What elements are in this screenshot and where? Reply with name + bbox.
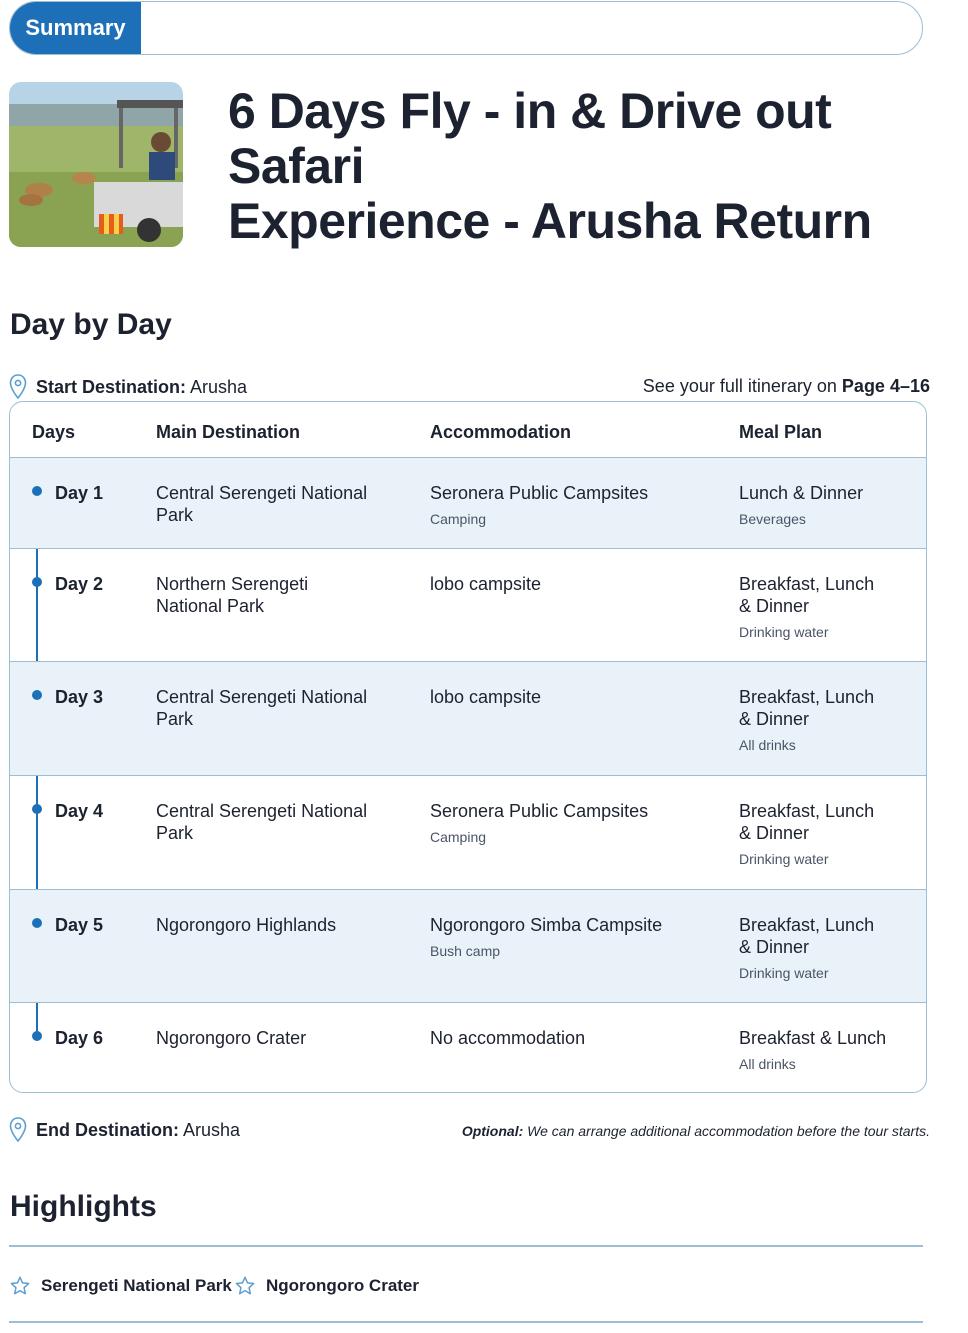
main-destination: Central Serengeti National Park xyxy=(156,801,368,843)
table-row xyxy=(10,549,926,662)
accommodation xyxy=(430,800,690,848)
highlight-item xyxy=(234,1275,419,1297)
day-label: Day 2 xyxy=(55,574,104,594)
meal-plan xyxy=(739,800,889,870)
accommodation-name: Seronera Public Campsites xyxy=(430,801,649,821)
start-destination xyxy=(36,377,247,398)
accommodation xyxy=(430,1027,690,1049)
meal-plan xyxy=(739,573,889,643)
accommodation-name: lobo campsite xyxy=(430,574,542,594)
highlights-heading: Highlights xyxy=(10,1190,157,1223)
accommodation-name: No accommodation xyxy=(430,1028,586,1048)
column-header-days: Days xyxy=(32,422,76,442)
itinerary-page-range[interactable]: Page 4–16 xyxy=(841,376,930,396)
table-row xyxy=(10,1003,926,1093)
meal-plan xyxy=(739,1027,889,1075)
optional-label: Optional: xyxy=(461,1123,524,1139)
end-destination xyxy=(36,1120,240,1141)
title-line-1: 6 Days Fly - in & Drive out Safari xyxy=(228,83,832,194)
accommodation xyxy=(430,686,690,708)
main-destination: Central Serengeti National Park xyxy=(156,687,368,729)
meals: Breakfast, Lunch & Dinner xyxy=(739,574,875,616)
meals: Breakfast, Lunch & Dinner xyxy=(739,801,875,843)
timeline-dot xyxy=(32,804,42,814)
day-label: Day 1 xyxy=(55,483,104,503)
end-destination-label: End Destination: xyxy=(36,1120,179,1140)
accommodation-type: Camping xyxy=(430,511,487,527)
table-header xyxy=(10,402,926,458)
table-row xyxy=(10,458,926,549)
day-label: Day 6 xyxy=(55,1028,104,1048)
day-label: Day 5 xyxy=(55,915,104,935)
table-row xyxy=(10,890,926,1003)
start-destination-value: Arusha xyxy=(190,377,248,397)
meals: Breakfast, Lunch & Dinner xyxy=(739,915,875,957)
accommodation-name: Ngorongoro Simba Campsite xyxy=(430,915,663,935)
accommodation-type: Camping xyxy=(430,829,487,845)
highlight-label: Ngorongoro Crater xyxy=(266,1276,419,1295)
timeline-dot xyxy=(32,918,42,928)
highlight-item xyxy=(9,1275,232,1297)
column-header-accommodation: Accommodation xyxy=(430,422,572,442)
itinerary-reference-text: See your full itinerary on xyxy=(642,376,837,396)
map-pin-icon xyxy=(9,1117,27,1143)
tab-summary[interactable]: Summary xyxy=(10,2,141,54)
star-outline-icon xyxy=(9,1275,31,1297)
meal-plan xyxy=(739,482,889,530)
end-destination-value: Arusha xyxy=(183,1120,241,1140)
meals: Lunch & Dinner xyxy=(739,483,864,503)
start-destination-label: Start Destination: xyxy=(36,377,187,397)
timeline-dot xyxy=(32,1031,42,1041)
table-row xyxy=(10,662,926,776)
summary-tab-bar xyxy=(9,1,923,55)
timeline-dot xyxy=(32,486,42,496)
drinks: Beverages xyxy=(739,511,806,527)
day-by-day-heading: Day by Day xyxy=(10,308,172,341)
table-row xyxy=(10,776,926,890)
highlight-label: Serengeti National Park xyxy=(41,1276,232,1295)
itinerary-reference xyxy=(643,376,930,397)
meal-plan xyxy=(739,686,889,756)
main-destination: Northern Serengeti National Park xyxy=(156,574,309,616)
column-header-meal-plan: Meal Plan xyxy=(739,422,823,442)
drinks: Drinking water xyxy=(739,624,829,640)
day-label: Day 3 xyxy=(55,687,104,707)
divider xyxy=(9,1321,923,1323)
drinks: Drinking water xyxy=(739,851,829,867)
main-destination: Ngorongoro Crater xyxy=(156,1028,307,1048)
optional-text: We can arrange additional accommodation before the tour starts. xyxy=(527,1123,930,1139)
safari-photo xyxy=(9,82,183,247)
main-destination: Central Serengeti National Park xyxy=(156,483,368,525)
timeline-dot xyxy=(32,577,42,587)
accommodation xyxy=(430,573,690,595)
day-label: Day 4 xyxy=(55,801,104,821)
divider xyxy=(9,1245,923,1247)
main-destination: Ngorongoro Highlands xyxy=(156,915,337,935)
page-title xyxy=(228,84,928,249)
timeline-dot xyxy=(32,690,42,700)
accommodation-name: Seronera Public Campsites xyxy=(430,483,649,503)
meals: Breakfast & Lunch xyxy=(739,1028,887,1048)
optional-note xyxy=(462,1123,930,1139)
star-outline-icon xyxy=(234,1275,256,1297)
accommodation xyxy=(430,914,690,962)
accommodation-name: lobo campsite xyxy=(430,687,542,707)
column-header-main-destination: Main Destination xyxy=(156,422,301,442)
drinks: Drinking water xyxy=(739,965,829,981)
drinks: All drinks xyxy=(739,1056,796,1072)
accommodation xyxy=(430,482,690,530)
meal-plan xyxy=(739,914,889,984)
map-pin-icon xyxy=(9,374,27,400)
meals: Breakfast, Lunch & Dinner xyxy=(739,687,875,729)
accommodation-type: Bush camp xyxy=(430,943,501,959)
itinerary-table xyxy=(9,401,927,1093)
drinks: All drinks xyxy=(739,737,796,753)
title-line-2: Experience - Arusha Return xyxy=(228,193,872,249)
